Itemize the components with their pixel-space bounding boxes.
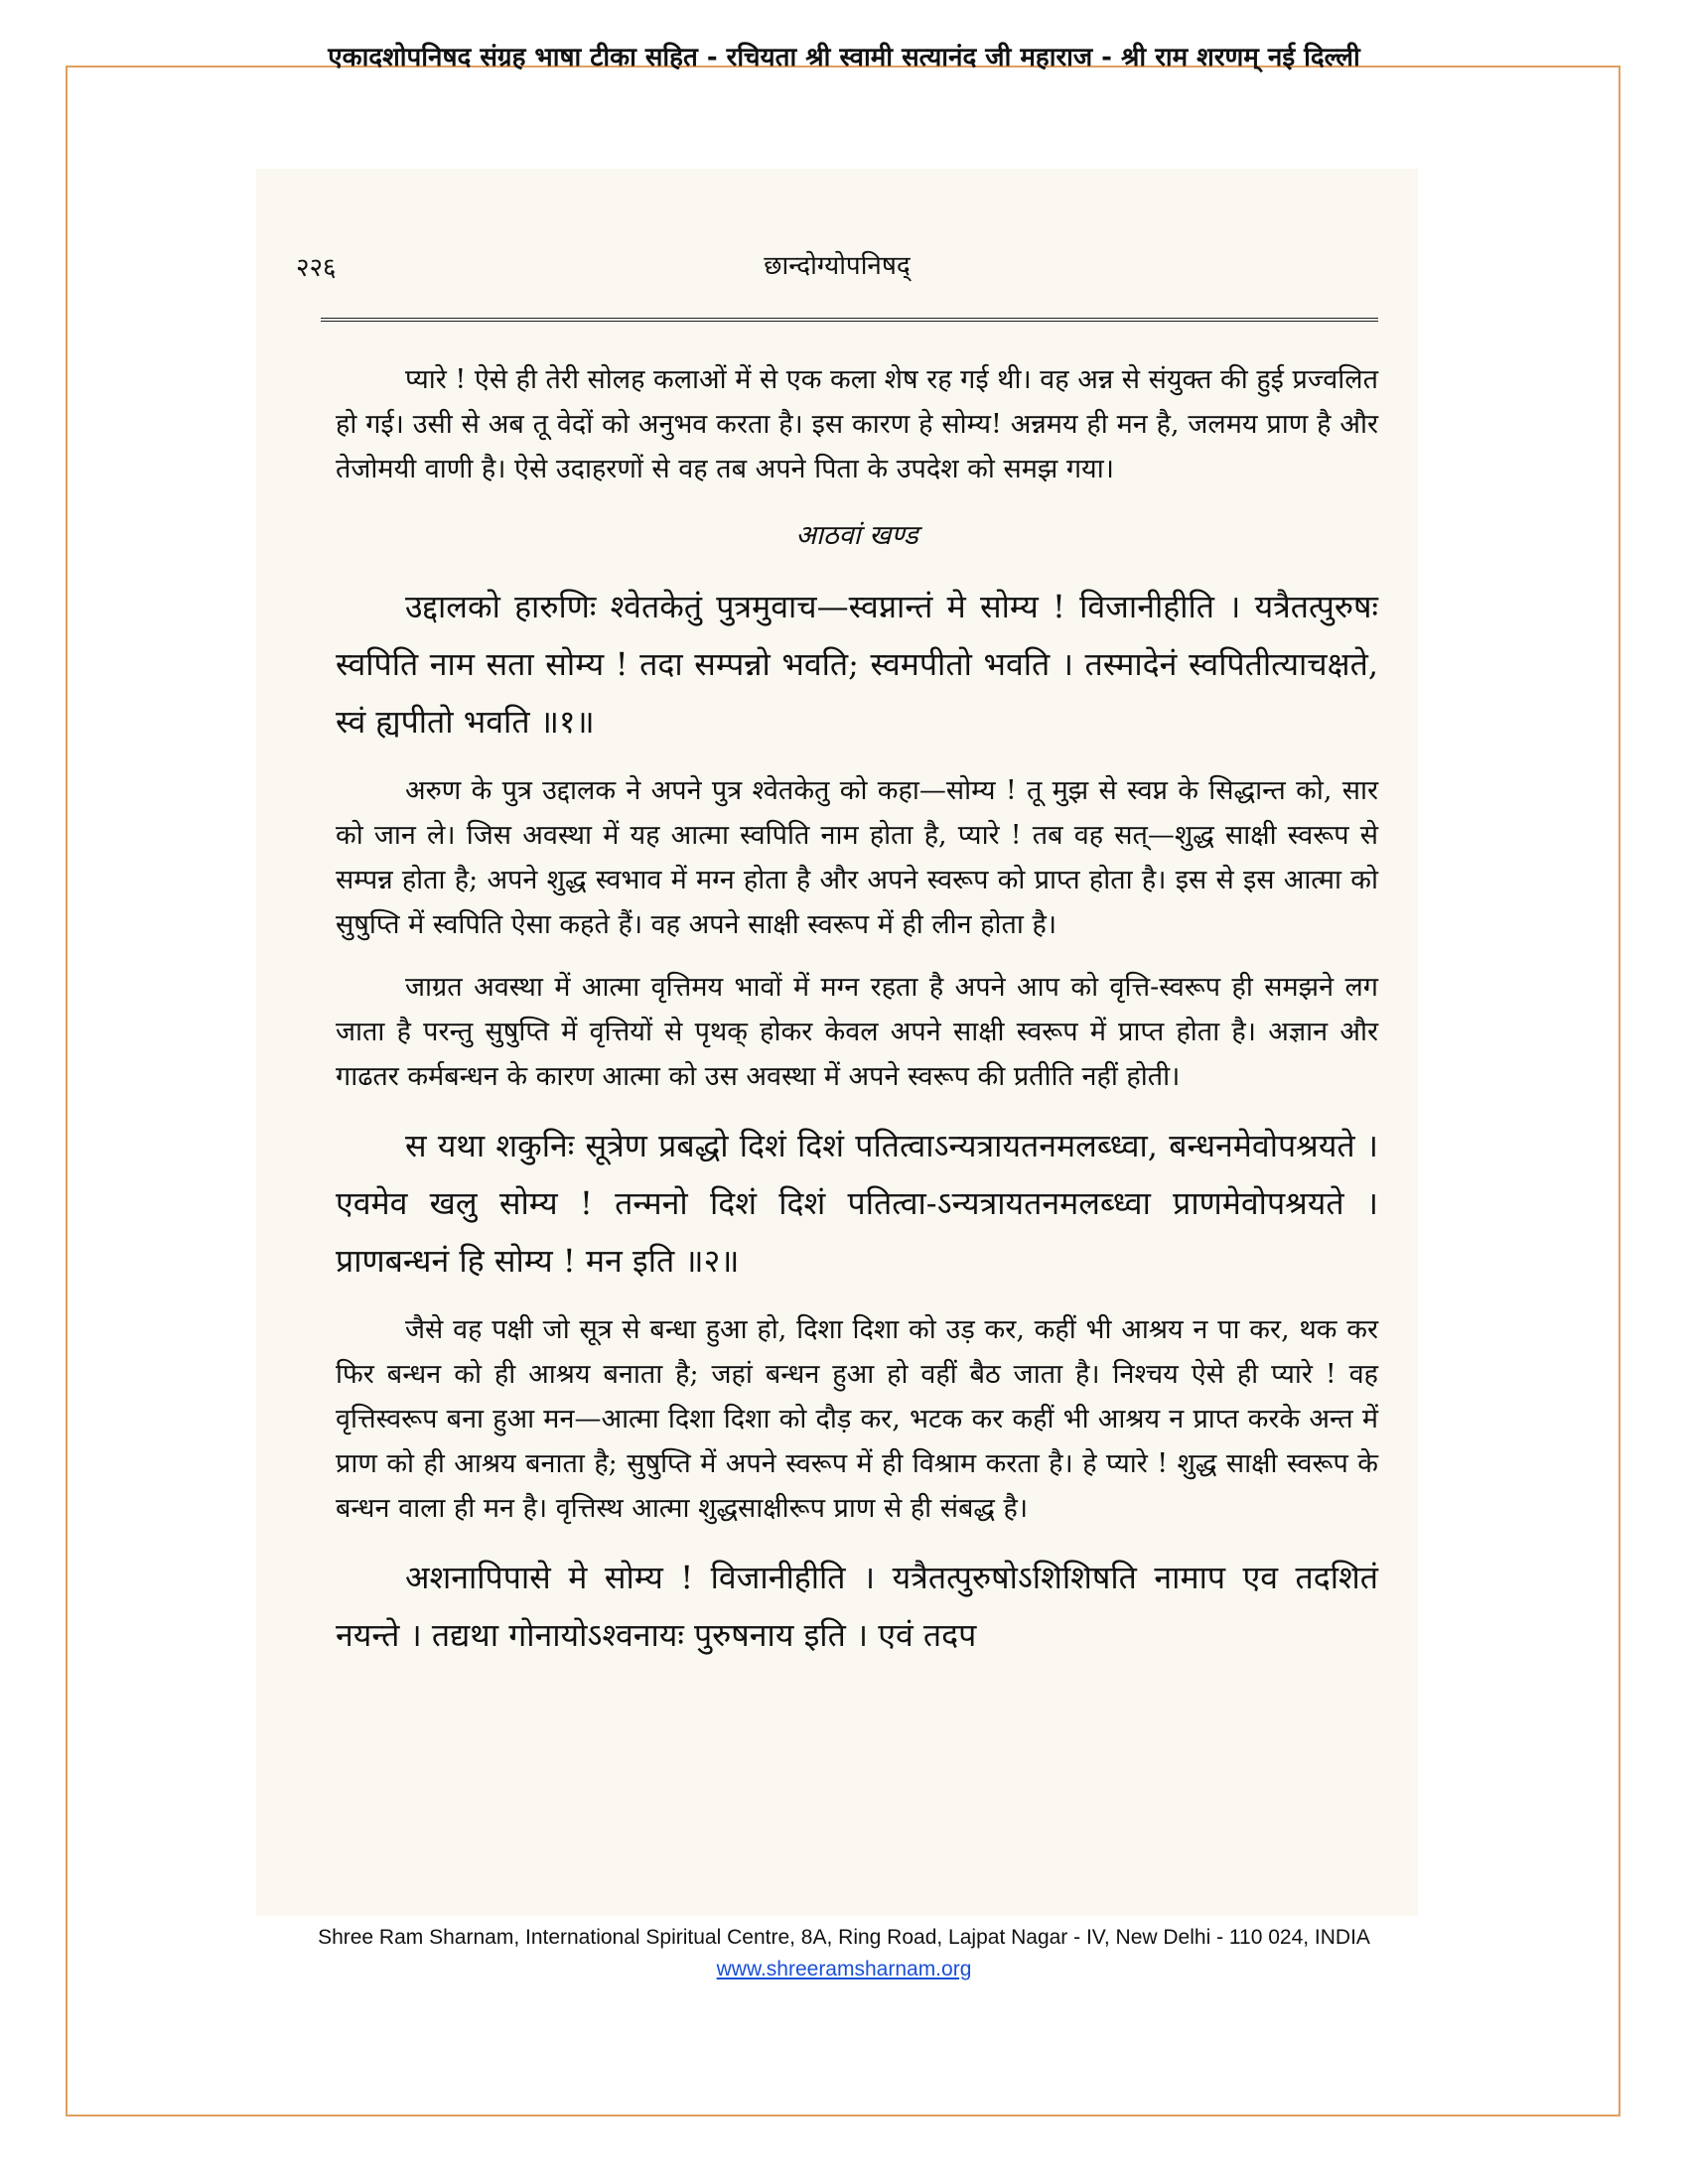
paragraph-translation-1: प्यारे ! ऐसे ही तेरी सोलह कलाओं में से एक कला शेष रह गई थी। वह अन्न से संयुक्त की हुई प्रज्वलित हो गई। उसी से अब तू वेदों को अनुभव करता है। इस कारण हे सोम्य! अन्नमय ही मन है, जलमय प्राण है और तेजोमयी वाणी है। ऐसे उदाहरणों से वह तब अपने पिता के उपदेश को समझ गया। [336,364,1378,484]
running-title: छान्दोग्योपनिषद् [764,251,911,281]
footer-address: Shree Ram Sharnam, International Spiritual Centre, 8A, Ring Road, Lajpat Nagar - IV, New Delhi - 110 024, INDIA [318,1926,1370,1949]
page-number: २२६ [296,253,337,283]
sanskrit-verse-3: अशनापिपासे मे सोम्य ! विजानीहीति । यत्रैतत्पुरुषोऽशिशिषति नामाप एव तदशितं नयन्ते । तद्यथा गोनायोऽश्वनायः पुरुषनाय इति । एवं तदप [336,1559,1378,1654]
document-header: एकादशोपनिषद संग्रह भाषा टीका सहित - रचियता श्री स्वामी सत्यानंद जी महाराज - श्री राम शरणम् नई दिल्ली [328,43,1360,72]
paragraph-translation-3: जैसे वह पक्षी जो सूत्र से बन्धा हुआ हो, दिशा दिशा को उड़ कर, कहीं भी आश्रय न पा कर, थक कर फिर बन्धन को ही आश्रय बनाता है; जहां बन्धन हुआ हो वहीं बैठ जाता है। निश्चय ऐसे ही प्यारे ! वह वृत्तिस्वरूप बना हुआ मन—आत्मा दिशा दिशा को दौड़ कर, भटक कर कहीं भी आश्रय न प्राप्त करके अन्त में प्राण को ही आश्रय बनाता है; सुषुप्ति में अपने स्वरूप में ही विश्राम करता है। हे प्यारे ! शुद्ध साक्षी स्वरूप के बन्धन वाला ही मन है। वृत्तिस्थ आत्मा शुद्धसाक्षीरूप प्राण से ही संबद्ध है। [336,1314,1378,1524]
sanskrit-verse-1: उद्दालको हारुणिः श्वेतकेतुं पुत्रमुवाच—स्वप्नान्तं मे सोम्य ! विजानीहीति । यत्रैतत्पुरुषः स्वपिति नाम सता सोम्य ! तदा सम्पन्नो भवति; स्वमपीतो भवति । तस्मादेनं स्वपितीत्याचक्षते, स्वं ह्यपीतो भवति ॥१॥ [336,588,1378,741]
page-body [336,357,1378,1682]
website-link[interactable]: www.shreeramsharnam.org [716,1958,972,1980]
paragraph-translation-2: अरुण के पुत्र उद्दालक ने अपने पुत्र श्वेतकेतु को कहा—सोम्य ! तू मुझ से स्वप्न के सिद्धान्त को, सार को जान ले। जिस अवस्था में यह आत्मा स्वपिति नाम होता है, प्यारे ! तब वह सत्—शुद्ध साक्षी स्वरूप से सम्पन्न होता है; अपने शुद्ध स्वभाव में मग्न होता है और अपने स्वरूप को प्राप्त होता है। इस से इस आत्मा को सुषुप्ति में स्वपिति ऐसा कहते हैं। वह अपने साक्षी स्वरूप में ही लीन होता है। [336,775,1378,940]
header-rule [321,318,1378,322]
sanskrit-verse-2: स यथा शकुनिः सूत्रेण प्रबद्धो दिशं दिशं पतित्वाऽन्यत्रायतनमलब्ध्वा, बन्धनमेवोपश्रयते । एवमेव खलु सोम्य ! तन्मनो दिशं दिशं पतित्वा-ऽन्यत्रायतनमलब्ध्वा प्राणमेवोपश्रयते । प्राणबन्धनं हि सोम्य ! मन इति ॥२॥ [336,1127,1378,1280]
section-heading: आठवां खण्ड [795,520,918,551]
scanned-page [256,169,1418,1916]
page-footer [0,1926,1688,1981]
paragraph-commentary-1: जाग्रत अवस्था में आत्मा वृत्तिमय भावों में मग्न रहता है अपने आप को वृत्ति-स्वरूप ही समझने लग जाता है परन्तु सुषुप्ति में वृत्तियों से पृथक् होकर केवल अपने साक्षी स्वरूप में प्राप्त होता है। अज्ञान और गाढतर कर्मबन्धन के कारण आत्मा को उस अवस्था में अपने स्वरूप की प्रतीति नहीं होती। [336,972,1378,1092]
